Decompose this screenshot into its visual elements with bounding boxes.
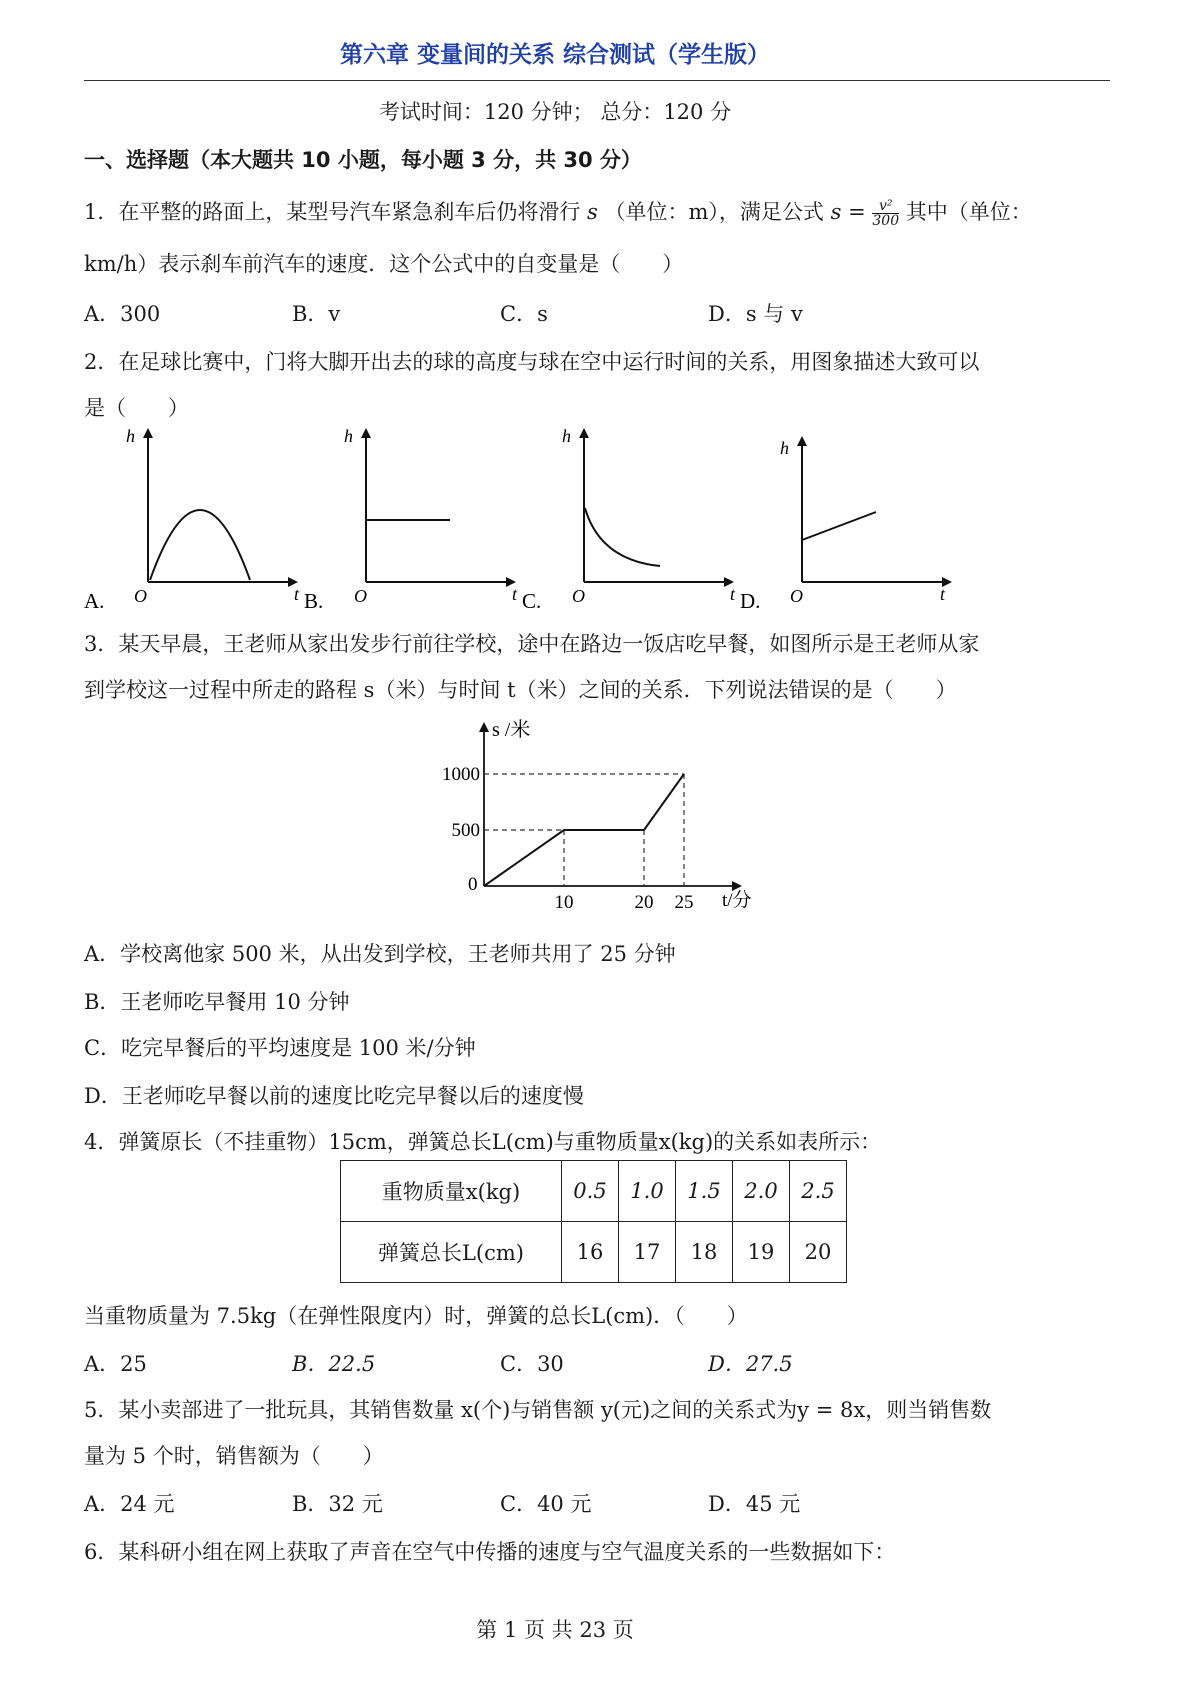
table-cell: 20	[790, 1222, 847, 1283]
q1-option-b: B．v	[292, 302, 341, 326]
x-tick-label: 10	[554, 892, 574, 913]
graph-b-y-label: h	[344, 426, 353, 446]
formula-lhs: s =	[830, 200, 866, 224]
q1-text-b: （单位：m），满足公式	[604, 200, 824, 224]
graph-c-y-label: h	[562, 426, 571, 446]
question-4-line-2: 当重物质量为 7.5kg（在弹性限度内）时，弹簧的总长L(cm)．（ ）	[84, 1304, 748, 1328]
chart-x-label: t/分	[722, 890, 752, 911]
q3-option-b: B．王老师吃早餐用 10 分钟	[84, 990, 350, 1014]
chart-y-label: s /米	[492, 719, 531, 741]
question-6-line-1: 6．某科研小组在网上获取了声音在空气中传播的速度与空气温度关系的一些数据如下：	[84, 1540, 896, 1564]
x-tick-label: 20	[634, 892, 654, 913]
question-5-line-2: 量为 5 个时，销售额为（ ）	[84, 1444, 384, 1468]
q1-text-c: 其中（单位：	[905, 200, 1032, 224]
x-tick-label: 25	[674, 892, 694, 913]
q4-option-a: A．25	[84, 1352, 147, 1376]
q1-var-s: s	[587, 200, 598, 224]
q3-option-d: D．王老师吃早餐以前的速度比吃完早餐以后的速度慢	[84, 1084, 584, 1108]
graph-c-curve	[585, 508, 660, 566]
page-number: 第 1 页 共 23 页	[476, 1618, 634, 1642]
q5-option-b: B．32 元	[292, 1492, 383, 1516]
graph-d-curve	[802, 512, 876, 540]
table-cell: 1.5	[676, 1161, 733, 1222]
chart-origin-label: 0	[468, 874, 478, 895]
question-3-line-2: 到学校这一过程中所走的路程 s（米）与时间 t（米）之间的关系．下列说法错误的是（ ）	[84, 678, 957, 702]
graph-b-origin: O	[354, 586, 367, 606]
graph-a-x-label: t	[294, 584, 300, 604]
q5-option-c: C．40 元	[500, 1492, 592, 1516]
graph-a-curve	[150, 510, 250, 580]
table-cell: 19	[733, 1222, 790, 1283]
distance-time-chart	[410, 718, 770, 918]
table-cell: 17	[619, 1222, 676, 1283]
q4-option-d: D．27.5	[708, 1352, 793, 1376]
graph-d-x-label: t	[940, 584, 946, 604]
table-header-mass: 重物质量x(kg)	[341, 1161, 562, 1222]
graph-a	[84, 426, 300, 613]
table-row	[341, 1161, 847, 1222]
question-1-line-1	[84, 196, 1032, 228]
fraction-denominator: 300	[872, 213, 900, 229]
y-tick-label: 500	[451, 820, 480, 841]
q3-option-a: A．学校离他家 500 米，从出发到学校，王老师共用了 25 分钟	[84, 942, 676, 966]
table-cell: 2.5	[790, 1161, 847, 1222]
graph-c-origin: O	[572, 586, 585, 606]
header-divider	[84, 80, 1110, 81]
graph-a-origin: O	[134, 586, 147, 606]
table-cell: 18	[676, 1222, 733, 1283]
table-header-length: 弹簧总长L(cm)	[341, 1222, 562, 1283]
graph-b-x-label: t	[512, 584, 518, 604]
graph-c-x-label: t	[730, 584, 736, 604]
q5-option-d: D．45 元	[708, 1492, 801, 1516]
question-2-line-2: 是（ ）	[84, 396, 189, 420]
graph-d	[740, 438, 950, 613]
table-cell: 2.0	[733, 1161, 790, 1222]
q5-option-a: A．24 元	[84, 1492, 175, 1516]
spring-table	[340, 1160, 847, 1283]
graph-b	[304, 426, 518, 613]
q4-option-b: B．22.5	[292, 1352, 376, 1376]
q3-option-c: C．吃完早餐后的平均速度是 100 米/分钟	[84, 1036, 476, 1060]
q1-option-a: A．300	[84, 302, 161, 326]
graph-a-option-label: A.	[84, 589, 105, 613]
section-heading: 一、选择题（本大题共 10 小题，每小题 3 分，共 30 分）	[84, 148, 642, 172]
question-1-line-2: km/h）表示刹车前汽车的速度．这个公式中的自变量是（ ）	[84, 252, 684, 276]
page-title: 第六章 变量间的关系 综合测试（学生版）	[339, 42, 770, 68]
q4-option-c: C．30	[500, 1352, 564, 1376]
table-cell: 16	[562, 1222, 619, 1283]
question-2-line-1: 2．在足球比赛中，门将大脚开出去的球的高度与球在空中运行时间的关系，用图象描述大致可以	[84, 350, 980, 374]
graph-d-y-label: h	[780, 438, 789, 458]
table-row	[341, 1222, 847, 1283]
formula-fraction	[872, 199, 899, 228]
question-5-line-1: 5．某小卖部进了一批玩具，其销售数量 x(个)与销售额 y(元)之间的关系式为y = 8x，则当销售数	[84, 1398, 992, 1422]
graph-a-y-label: h	[126, 426, 135, 446]
q1-text-a: 1．在平整的路面上，某型号汽车紧急刹车后仍将滑行	[84, 200, 581, 224]
q2-graphs	[0, 420, 1100, 620]
question-4-line-1: 4．弹簧原长（不挂重物）15cm，弹簧总长L(cm)与重物质量x(kg)的关系如表所示：	[84, 1130, 882, 1154]
table-cell: 0.5	[562, 1161, 619, 1222]
table-cell: 1.0	[619, 1161, 676, 1222]
fraction-numerator: v²	[872, 199, 899, 214]
q1-option-c: C．s	[500, 302, 548, 326]
graph-c-option-label: C.	[522, 589, 542, 613]
exam-info: 考试时间：120 分钟； 总分：120 分	[378, 100, 732, 124]
y-tick-label: 1000	[442, 764, 480, 785]
question-3-line-1: 3．某天早晨，王老师从家出发步行前往学校，途中在路边一饭店吃早餐，如图所示是王老师从家	[84, 632, 980, 656]
graph-c	[522, 426, 736, 613]
graph-b-option-label: B.	[304, 589, 324, 613]
graph-d-origin: O	[790, 586, 803, 606]
q1-option-d: D．s 与 v	[708, 302, 803, 326]
graph-d-option-label: D.	[740, 589, 761, 613]
